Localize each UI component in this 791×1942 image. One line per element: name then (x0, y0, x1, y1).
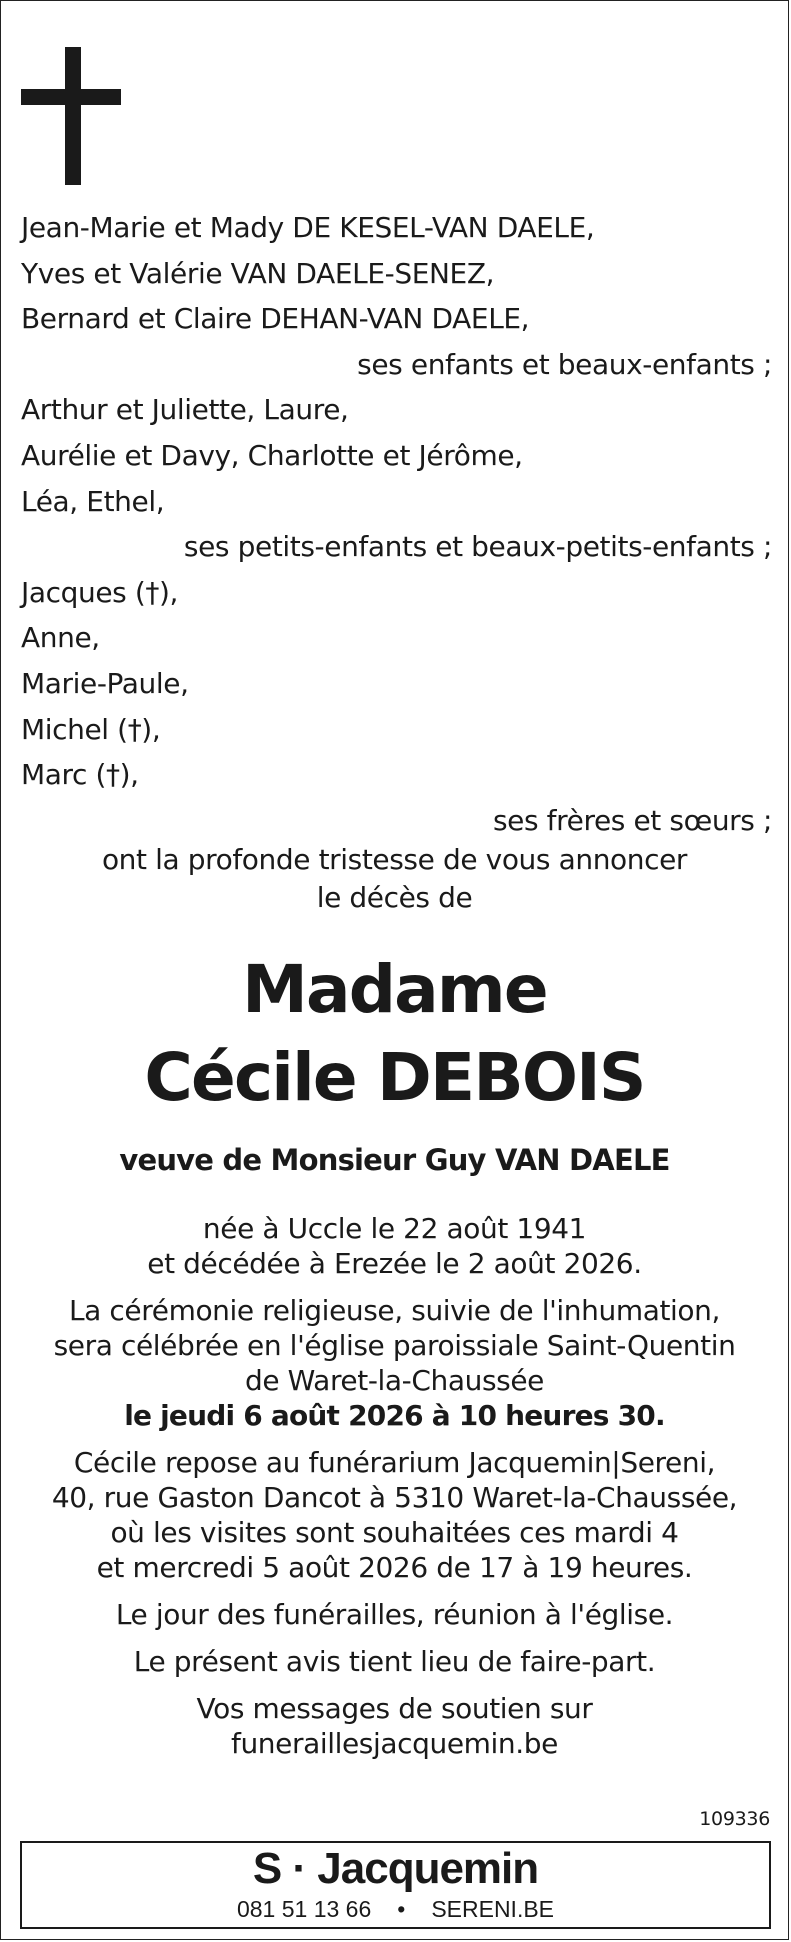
family-line: Marie-Paule, (21, 666, 189, 700)
family-list (21, 205, 772, 843)
family-line: Jean-Marie et Mady DE KESEL-VAN DAELE, (21, 211, 595, 244)
ceremony-date: le jeudi 6 août 2026 à 10 heures 30. (124, 1399, 665, 1432)
death-line: et décédée à Erezée le 2 août 2026. (147, 1247, 642, 1280)
widow-of: veuve de Monsieur Guy VAN DAELE (119, 1143, 670, 1177)
family-role-line: ses enfants et beaux-enfants ; (357, 347, 772, 381)
visitation-line: Cécile repose au funérarium Jacquemin|Sereni, (73, 1446, 716, 1479)
deceased-name: Cécile DEBOIS (144, 1039, 645, 1116)
family-role-line: ses petits-enfants et beaux-petits-enfants ; (183, 530, 772, 564)
deceased-name-block (1, 946, 788, 1122)
family-line: Marc (†), (21, 758, 139, 792)
dates-block (1, 1211, 788, 1281)
family-line: Yves et Valérie VAN DAELE-SENEZ, (21, 256, 495, 290)
jacquemin-logo: S · Jacquemin (252, 1844, 539, 1893)
website-footer-link[interactable]: SERENI.BE (431, 1896, 555, 1922)
family-line: Jacques (†), (21, 575, 178, 609)
messages-block (1, 1691, 788, 1761)
birth-line: née à Uccle le 22 août 1941 (202, 1212, 587, 1245)
deceased-title: Madame (242, 951, 547, 1028)
messages-line: Vos messages de soutien sur (196, 1692, 593, 1725)
family-role-line: ses frères et sœurs ; (492, 803, 772, 837)
ceremony-line: de Waret-la-Chaussée (244, 1364, 545, 1397)
cross-icon (21, 47, 121, 185)
meeting-line: Le jour des funérailles, réunion à l'église. (115, 1598, 674, 1631)
family-line: Aurélie et Davy, Charlotte et Jérôme, (21, 438, 523, 472)
visitation-block (1, 1445, 788, 1585)
phone-number[interactable]: 081 51 13 66 (236, 1896, 372, 1922)
bullet-separator: • (397, 1896, 406, 1922)
ceremony-block (1, 1293, 788, 1433)
website-link[interactable]: funeraillesjacquemin.be (231, 1727, 558, 1760)
ceremony-line: sera célébrée en l'église paroissiale Saint-Quentin (53, 1329, 736, 1362)
family-line: Anne, (21, 621, 100, 655)
announcement (1, 841, 788, 917)
announcement-line: ont la profonde tristesse de vous annoncer (101, 843, 688, 876)
family-line: Michel (†), (21, 712, 161, 746)
visitation-line: et mercredi 5 août 2026 de 17 à 19 heures. (96, 1551, 693, 1584)
funeral-details (1, 1211, 788, 1761)
family-line: Bernard et Claire DEHAN-VAN DAELE, (21, 302, 530, 336)
visitation-line: 40, rue Gaston Dancot à 5310 Waret-la-Chaussée, (51, 1481, 738, 1514)
contact-line (22, 1895, 769, 1923)
announcement-line: le décès de (316, 881, 473, 914)
ceremony-line: La cérémonie religieuse, suivie de l'inhumation, (68, 1294, 721, 1327)
funeral-home-footer (20, 1841, 771, 1929)
notice-line: Le présent avis tient lieu de faire-part. (133, 1645, 656, 1678)
visitation-line: où les visites sont souhaitées ces mardi 4 (110, 1516, 679, 1549)
family-line: Léa, Ethel, (21, 484, 165, 518)
family-line: Arthur et Juliette, Laure, (21, 393, 349, 427)
reference-number: 109336 (699, 1808, 770, 1830)
